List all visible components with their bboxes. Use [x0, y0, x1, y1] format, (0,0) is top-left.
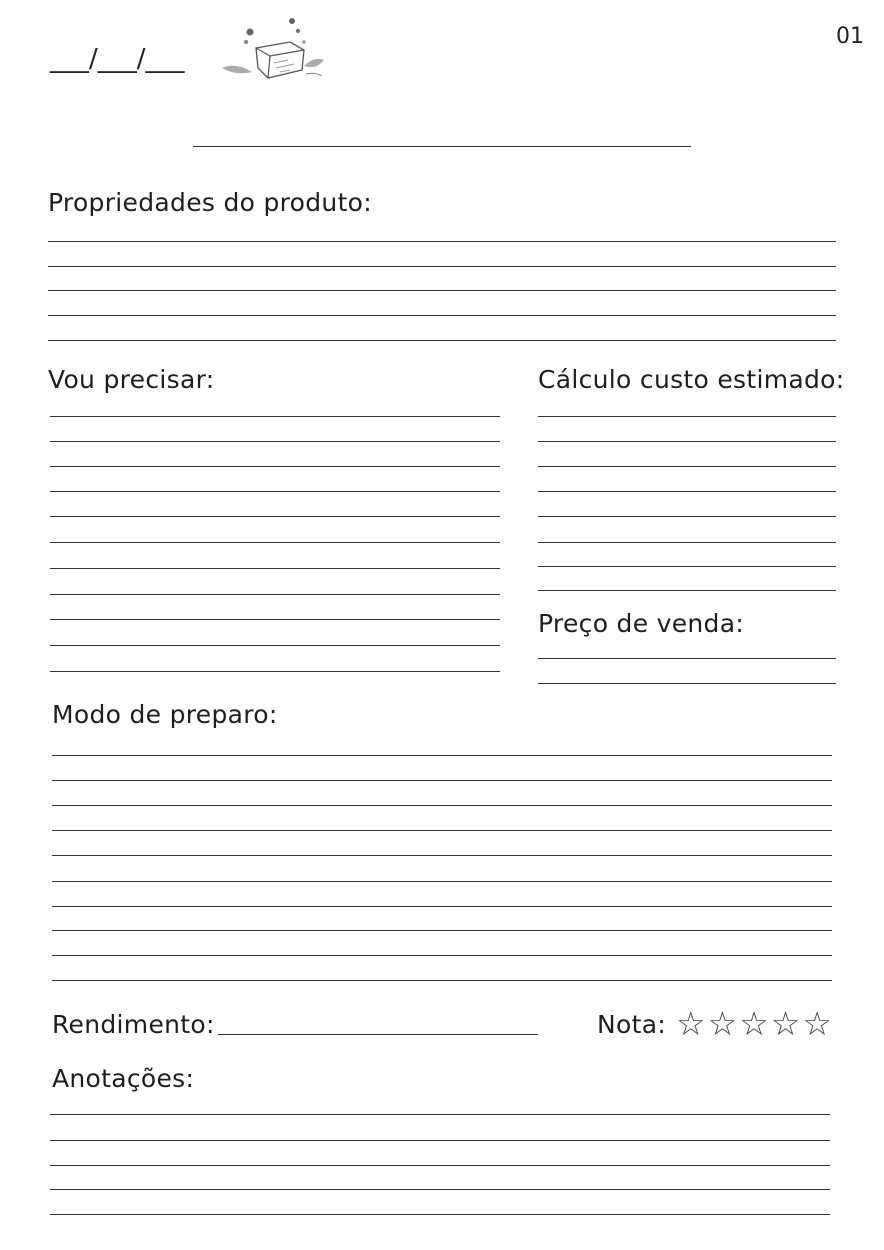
- soap-bar-icon: [218, 16, 328, 82]
- properties-line[interactable]: [48, 340, 836, 341]
- price-label: Preço de venda:: [538, 609, 745, 638]
- notes-line[interactable]: [50, 1114, 830, 1115]
- star-icon[interactable]: ☆: [770, 1004, 801, 1043]
- method-line[interactable]: [52, 955, 832, 956]
- page-number: 01: [836, 24, 864, 49]
- method-line[interactable]: [52, 930, 832, 931]
- notes-line[interactable]: [50, 1140, 830, 1141]
- method-line[interactable]: [52, 830, 832, 831]
- need-line[interactable]: [50, 619, 500, 620]
- yield-label: Rendimento:: [52, 1010, 215, 1039]
- notes-line[interactable]: [50, 1189, 830, 1190]
- method-line[interactable]: [52, 980, 832, 981]
- method-line[interactable]: [52, 780, 832, 781]
- properties-line[interactable]: [48, 290, 836, 291]
- cost-line[interactable]: [538, 516, 836, 517]
- method-line[interactable]: [52, 906, 832, 907]
- need-line[interactable]: [50, 542, 500, 543]
- need-line[interactable]: [50, 671, 500, 672]
- star-icon[interactable]: ☆: [676, 1004, 706, 1043]
- yield-line[interactable]: [218, 1034, 538, 1035]
- cost-line[interactable]: [538, 466, 836, 467]
- date-field[interactable]: ___/___/___: [50, 44, 185, 74]
- need-line[interactable]: [50, 568, 500, 569]
- need-line[interactable]: [50, 416, 500, 417]
- need-line[interactable]: [50, 594, 500, 595]
- cost-line[interactable]: [538, 590, 836, 591]
- cost-line[interactable]: [538, 441, 836, 442]
- properties-line[interactable]: [48, 241, 836, 242]
- method-line[interactable]: [52, 805, 832, 806]
- notes-label: Anotações:: [52, 1064, 195, 1093]
- title-line[interactable]: [193, 146, 691, 147]
- method-line[interactable]: [52, 881, 832, 882]
- need-line[interactable]: [50, 516, 500, 517]
- rating-stars[interactable]: [676, 1004, 832, 1043]
- need-line[interactable]: [50, 466, 500, 467]
- price-line[interactable]: [538, 658, 836, 659]
- properties-line[interactable]: [48, 315, 836, 316]
- rating-label: Nota:: [597, 1010, 667, 1039]
- cost-line[interactable]: [538, 566, 836, 567]
- notes-line[interactable]: [50, 1214, 830, 1215]
- cost-line[interactable]: [538, 542, 836, 543]
- need-line[interactable]: [50, 491, 500, 492]
- cost-label: Cálculo custo estimado:: [538, 365, 845, 394]
- cost-line[interactable]: [538, 416, 836, 417]
- star-icon[interactable]: ☆: [739, 1004, 769, 1043]
- need-line[interactable]: [50, 441, 500, 442]
- cost-line[interactable]: [538, 491, 836, 492]
- method-line[interactable]: [52, 755, 832, 756]
- method-label: Modo de preparo:: [52, 700, 278, 729]
- method-line[interactable]: [52, 855, 832, 856]
- need-label: Vou precisar:: [48, 365, 215, 394]
- properties-label: Propriedades do produto:: [48, 188, 372, 217]
- properties-line[interactable]: [48, 266, 836, 267]
- star-icon[interactable]: ☆: [707, 1004, 738, 1043]
- need-line[interactable]: [50, 645, 500, 646]
- star-icon[interactable]: ☆: [802, 1004, 832, 1043]
- notes-line[interactable]: [50, 1165, 830, 1166]
- price-line[interactable]: [538, 683, 836, 684]
